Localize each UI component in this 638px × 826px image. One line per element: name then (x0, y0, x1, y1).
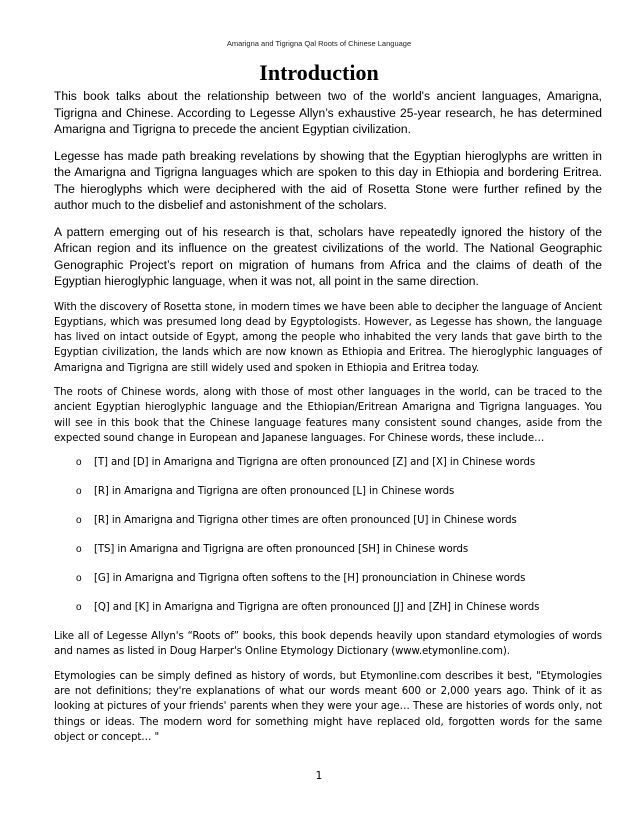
list-item (54, 455, 602, 470)
bullet-icon: o (76, 602, 82, 614)
bullet-icon: o (76, 573, 82, 585)
list-item-text: [R] in Amarigna and Tigrigna are often pronounced [L] in Chinese words (94, 486, 455, 498)
bullet-icon: o (76, 486, 82, 498)
running-header: Amarigna and Tigrigna Qal Roots of Chinese Language (226, 39, 412, 48)
list-item (54, 571, 602, 586)
body-paragraph-1: With the discovery of Rosetta stone, in modern times we have been able to decipher the language of Ancient Egyptians, which was presumed long dead by Egyptologists. However, as Legesse has shown, the language has lived on intact outside of Egypt, among the people who inhabited the very lands that gave birth to the Egyptian civilization, the lands which are now known as Ethiopia and Eritrea. The hieroglyphic languages of Amarigna and Tigrigna are still widely used and spoken in Ethiopia and Eritrea today. (54, 301, 602, 374)
page-number: 1 (315, 770, 323, 782)
list-item (54, 513, 602, 528)
page-title: Introduction (259, 60, 379, 85)
list-item-text: [G] in Amarigna and Tigrigna often softens to the [H] pronounciation in Chinese words (94, 573, 526, 585)
body-text (54, 88, 602, 754)
closing-paragraph-1: Like all of Legesse Allyn's “Roots of” books, this book depends heavily upon standard etymologies of words and names as listed in Doug Harper's Online Etymology Dictionary (www.etymonline.com). (54, 631, 602, 658)
bullet-icon: o (76, 544, 82, 556)
sound-change-list (54, 455, 602, 615)
body-paragraph-2: The roots of Chinese words, along with those of most other languages in the world, can be traced to the ancient Egyptian hieroglyphic language and the Ethiopian/Eritrean Amarigna and Tigrigna languages. You will see in this book that the Chinese language features many consistent sound changes, aside from the expected sound change in European and Japanese languages. For Chinese words, these include… (54, 386, 602, 444)
list-item-text: [TS] in Amarigna and Tigrigna are often pronounced [SH] in Chinese words (94, 544, 469, 556)
list-item-text: [Q] and [K] in Amarigna and Tigrigna are often pronounced [J] and [ZH] in Chinese words (94, 602, 540, 614)
intro-paragraph-3: A pattern emerging out of his research is that, scholars have repeatedly ignored the history of the African region and its influence on the greatest civilizations of the world. The National Geographic Genographic Project’s report on migration of humans from Africa and the claims of death of the Egyptian hieroglyphic language, when it was not, all point in the same direction. (54, 224, 602, 288)
list-item (54, 484, 602, 499)
bullet-icon: o (76, 457, 82, 469)
list-item (54, 600, 602, 615)
list-item (54, 542, 602, 557)
bullet-icon: o (76, 515, 82, 527)
list-item-text: [T] and [D] in Amarigna and Tigrigna are often pronounced [Z] and [X] in Chinese words (94, 457, 536, 469)
list-item-text: [R] in Amarigna and Tigrigna other times are often pronounced [U] in Chinese words (94, 515, 517, 527)
intro-paragraph-2: Legesse has made path breaking revelations by showing that the Egyptian hieroglyphs are written in the Amarigna and Tigrigna languages which are spoken to this day in Ethiopia and bordering Eritrea. The hieroglyphs which were deciphered with the aid of Rosetta Stone were further refined by the author much to the disbelief and astonishment of the scholars. (54, 148, 602, 212)
intro-paragraph-1: This book talks about the relationship between two of the world's ancient languages, Amarigna, Tigrigna and Chinese. According to Legesse Allyn’s exhaustive 25-year research, he has determined Amarigna and Tigrigna to precede the ancient Egyptian civilization. (54, 89, 602, 136)
closing-paragraph-2: Etymologies can be simply defined as history of words, but Etymonline.com describes it best, "Etymologies are not definitions; they're explanations of what our words meant 600 or 2,000 years ago. Think of it as looking at pictures of your friends' parents when they were your age… These are histories of words only, not things or ideas. The modern word for something might have replaced old, forgotten words for the same object or concept… " (54, 670, 602, 743)
